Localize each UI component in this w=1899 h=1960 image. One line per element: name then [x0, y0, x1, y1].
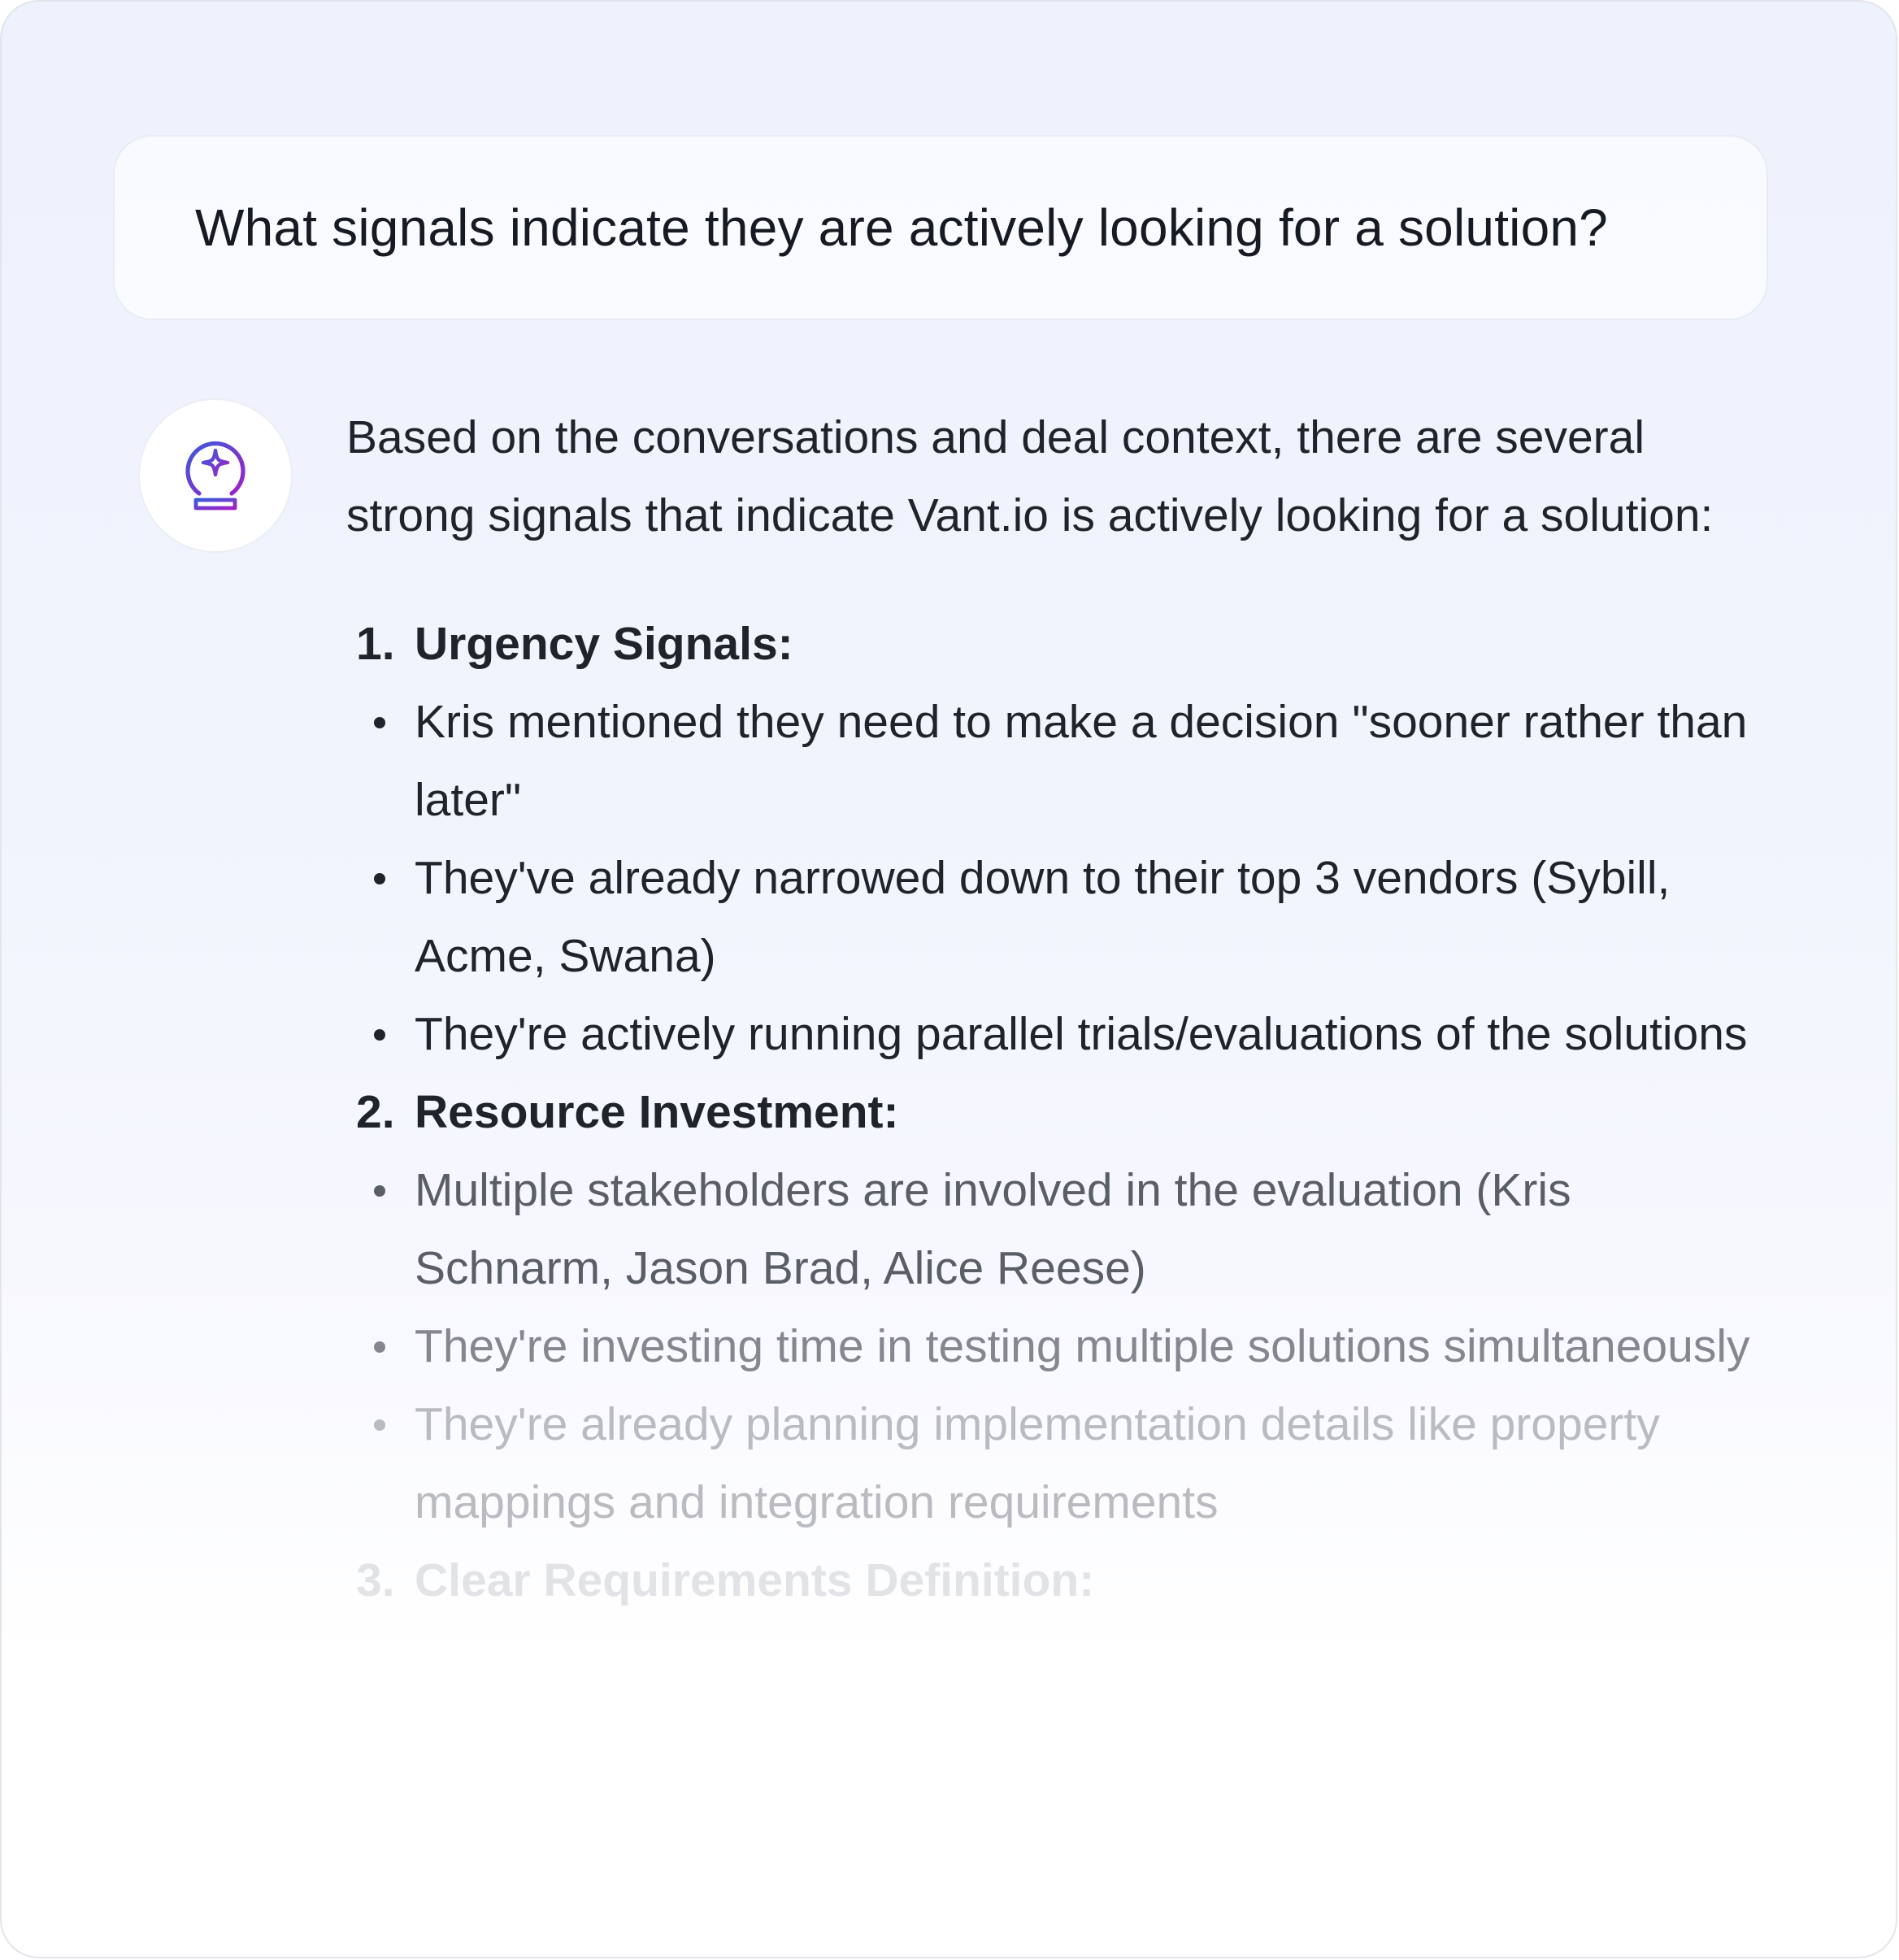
answer-intro: Based on the conversations and deal context, there are several strong signals that indicate Vant.io is actively looking for a solution:: [346, 411, 1714, 541]
section-number: 2.: [356, 1086, 395, 1138]
section-points: [346, 683, 1761, 1073]
list-item: [346, 1151, 1761, 1307]
bullet-icon: [374, 1029, 385, 1041]
section-number: 3.: [356, 1554, 395, 1606]
bullet-icon: [374, 1185, 385, 1197]
bullet-icon: [374, 1419, 385, 1431]
list-item: [346, 683, 1761, 839]
section-requirements: [346, 1541, 1761, 1619]
list-item-text: They're investing time in testing multiple solutions simultaneously: [415, 1320, 1750, 1372]
list-item-text: They're already planning implementation details like property mappings and integration requirements: [415, 1398, 1660, 1528]
section-title: Urgency Signals:: [415, 618, 793, 670]
section-points: [346, 1151, 1761, 1541]
bullet-icon: [374, 873, 385, 884]
user-question-text: What signals indicate they are actively looking for a solution?: [195, 198, 1608, 257]
list-item-text: They're actively running parallel trials/evaluations of the solutions: [415, 1008, 1748, 1060]
assistant-avatar: [138, 398, 293, 553]
user-question-bubble: [113, 135, 1768, 320]
list-item: [346, 1307, 1761, 1385]
bullet-icon: [374, 717, 385, 728]
section-urgency: [346, 605, 1761, 1073]
list-item: [346, 995, 1761, 1073]
section-heading: [346, 1073, 1761, 1151]
section-title: Clear Requirements Definition:: [415, 1554, 1095, 1606]
assistant-answer: [346, 398, 1761, 1619]
section-title: Resource Investment:: [415, 1086, 899, 1138]
list-item-text: Kris mentioned they need to make a decision "sooner rather than later": [415, 696, 1748, 826]
section-number: 1.: [356, 618, 395, 670]
list-item: [346, 839, 1761, 995]
section-heading: [346, 605, 1761, 683]
list-item-text: They've already narrowed down to their top 3 vendors (Sybill, Acme, Swana): [415, 852, 1671, 982]
list-item-text: Multiple stakeholders are involved in the evaluation (Kris Schnarm, Jason Brad, Alice Reese): [415, 1164, 1571, 1294]
list-item: [346, 1385, 1761, 1541]
bullet-icon: [374, 1341, 385, 1353]
signal-sections: [346, 605, 1761, 1619]
section-heading: [346, 1541, 1761, 1619]
section-resource-investment: [346, 1073, 1761, 1541]
crystal-ball-sparkle-icon: [176, 433, 254, 518]
